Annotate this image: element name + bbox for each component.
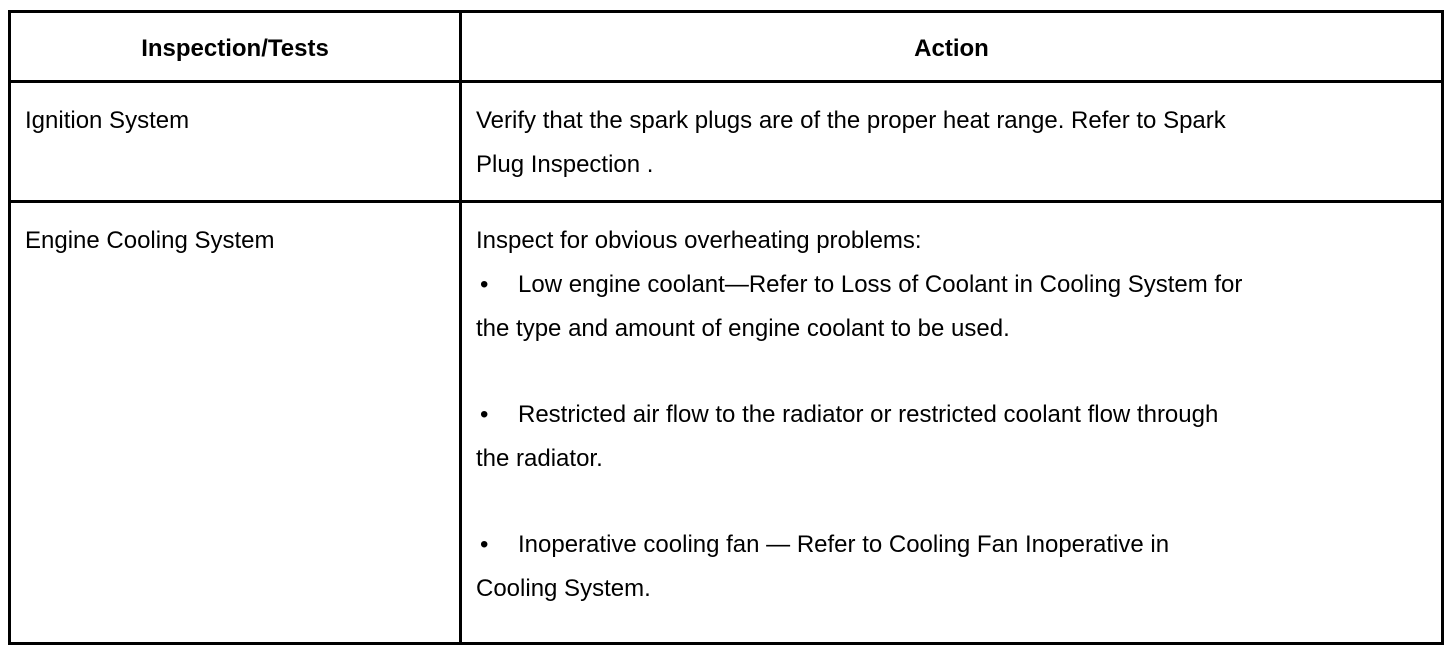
row-cooling-action — [476, 219, 1242, 611]
bullet-icon: • — [480, 271, 489, 298]
action-intro: Inspect for obvious overheating problems: — [476, 227, 922, 254]
column-divider — [459, 13, 462, 642]
bullet-icon: • — [480, 401, 489, 428]
header-inspection-tests: Inspection/Tests — [141, 35, 329, 62]
bullet-icon: • — [480, 531, 489, 558]
row-ignition-action — [476, 99, 1226, 187]
bullet-item — [476, 523, 1242, 567]
bullet-continuation: the radiator. — [476, 445, 603, 472]
bullet-text: Low engine coolant—Refer to Loss of Coolant in Cooling System for — [518, 271, 1243, 298]
bullet-item — [476, 393, 1242, 437]
row-divider — [11, 200, 1441, 203]
header-action: Action — [914, 35, 989, 62]
bullet-continuation: the type and amount of engine coolant to be used. — [476, 315, 1010, 342]
bullet-continuation: Cooling System. — [476, 575, 651, 602]
row-ignition-test: Ignition System — [25, 107, 190, 134]
bullet-text: Inoperative cooling fan — Refer to Cooling Fan Inoperative in — [518, 531, 1170, 558]
diagnostic-table — [8, 10, 1444, 645]
bullet-text: Restricted air flow to the radiator or restricted coolant flow through — [518, 401, 1219, 428]
action-line: Verify that the spark plugs are of the proper heat range. Refer to Spark — [476, 107, 1226, 134]
row-cooling-test: Engine Cooling System — [25, 227, 275, 254]
header-divider — [11, 80, 1441, 83]
bullet-item — [476, 263, 1242, 307]
action-line: Plug Inspection . — [476, 151, 654, 178]
